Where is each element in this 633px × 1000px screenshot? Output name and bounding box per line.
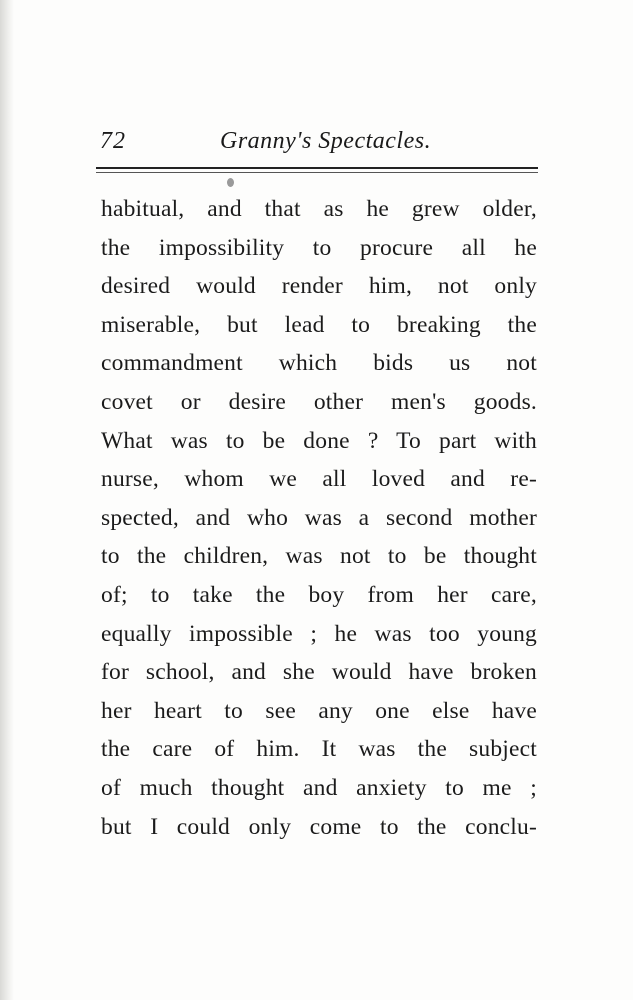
header-rule — [96, 167, 538, 169]
text-line: covet or desire other men's goods. — [101, 388, 537, 415]
text-line: What was to be done ? To part with — [101, 427, 537, 454]
text-line: miserable, but lead to breaking the — [101, 311, 537, 338]
text-line: her heart to see any one else have — [101, 697, 537, 724]
page-edge-shadow — [0, 0, 14, 1000]
text-line: habitual, and that as he grew older, — [101, 196, 537, 222]
text-line: of; to take the boy from her care, — [101, 581, 537, 608]
text-line: of much thought and anxiety to me ; — [101, 774, 537, 801]
page-number: 72 — [100, 128, 126, 154]
header-rule-thin — [96, 172, 538, 173]
text-line: the care of him. It was the subject — [101, 736, 537, 763]
running-title: Granny's Spectacles. — [220, 128, 432, 154]
text-line: desired would render him, not only — [101, 273, 537, 300]
text-line: spected, and who was a second mother — [101, 504, 537, 531]
text-line: for school, and she would have broken — [101, 659, 537, 686]
ink-speck — [227, 178, 234, 187]
page-header — [100, 128, 540, 160]
text-line: the impossibility to procure all he — [101, 234, 537, 261]
text-line: to the children, was not to be thought — [101, 543, 537, 570]
text-line: but I could only come to the conclu- — [101, 813, 537, 840]
text-line: equally impossible ; he was too young — [101, 620, 537, 647]
text-line: nurse, whom we all loved and re- — [101, 466, 537, 493]
text-line: commandment which bids us not — [101, 350, 537, 377]
body-text — [101, 190, 537, 846]
